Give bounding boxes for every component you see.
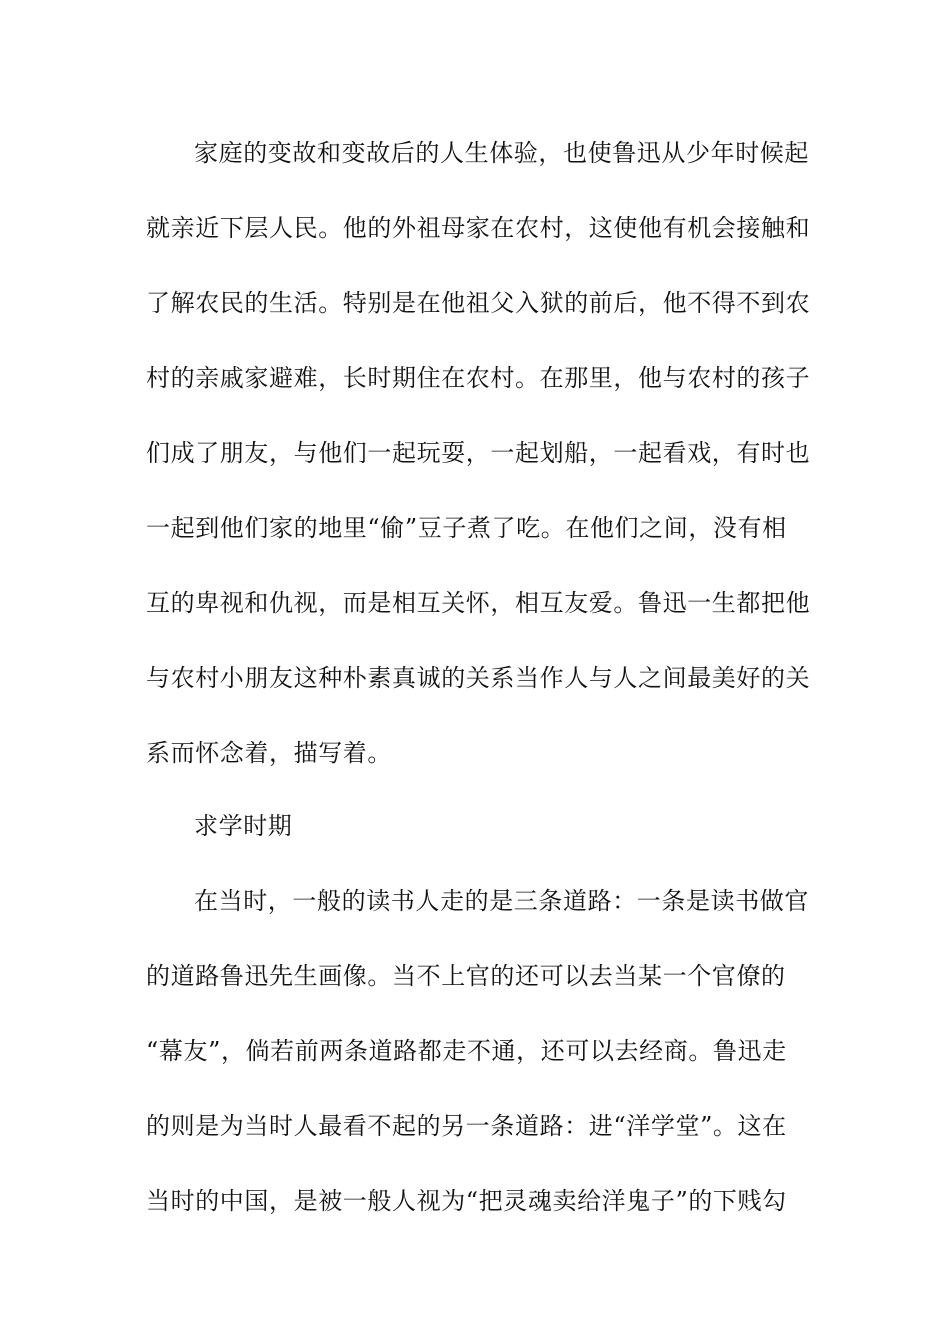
paragraph-1-line-5: 们成了朋友，与他们一起玩耍，一起划船，一起看戏，有时也 — [146, 439, 811, 467]
paragraph-2-line-4: 的则是为当时人最看不起的另一条道路：进“洋学堂”。这在 — [146, 1112, 787, 1140]
section-heading: 求学时期 — [194, 812, 293, 840]
paragraph-1-line-2: 就亲近下层人民。他的外祖母家在农村，这使他有机会接触和 — [146, 214, 811, 242]
paragraph-2-line-5: 当时的中国，是被一般人视为“把灵魂卖给洋鬼子”的下贱勾 — [146, 1187, 787, 1215]
paragraph-1-line-6: 一起到他们家的地里“偷”豆子煮了吃。在他们之间，没有相 — [146, 514, 787, 542]
paragraph-2-line-1: 在当时，一般的读书人走的是三条道路：一条是读书做官 — [194, 887, 809, 915]
paragraph-1-line-9: 系而怀念着，描写着。 — [146, 739, 392, 767]
paragraph-2-line-2: 的道路鲁迅先生画像。当不上官的还可以去当某一个官僚的 — [146, 962, 786, 990]
paragraph-1-line-7: 互的卑视和仇视，而是相互关怀，相互友爱。鲁迅一生都把他 — [146, 589, 811, 617]
paragraph-1-line-8: 与农村小朋友这种朴素真诚的关系当作人与人之间最美好的关 — [146, 664, 811, 692]
paragraph-1-line-4: 村的亲戚家避难，长时期住在农村。在那里，他与农村的孩子 — [146, 364, 811, 392]
paragraph-2-line-3: “幕友”，倘若前两条道路都走不通，还可以去经商。鲁迅走 — [146, 1037, 787, 1065]
paragraph-1-line-3: 了解农民的生活。特别是在他祖父入狱的前后，他不得不到农 — [146, 289, 811, 317]
paragraph-1-line-1: 家庭的变故和变故后的人生体验，也使鲁迅从少年时候起 — [194, 139, 809, 167]
